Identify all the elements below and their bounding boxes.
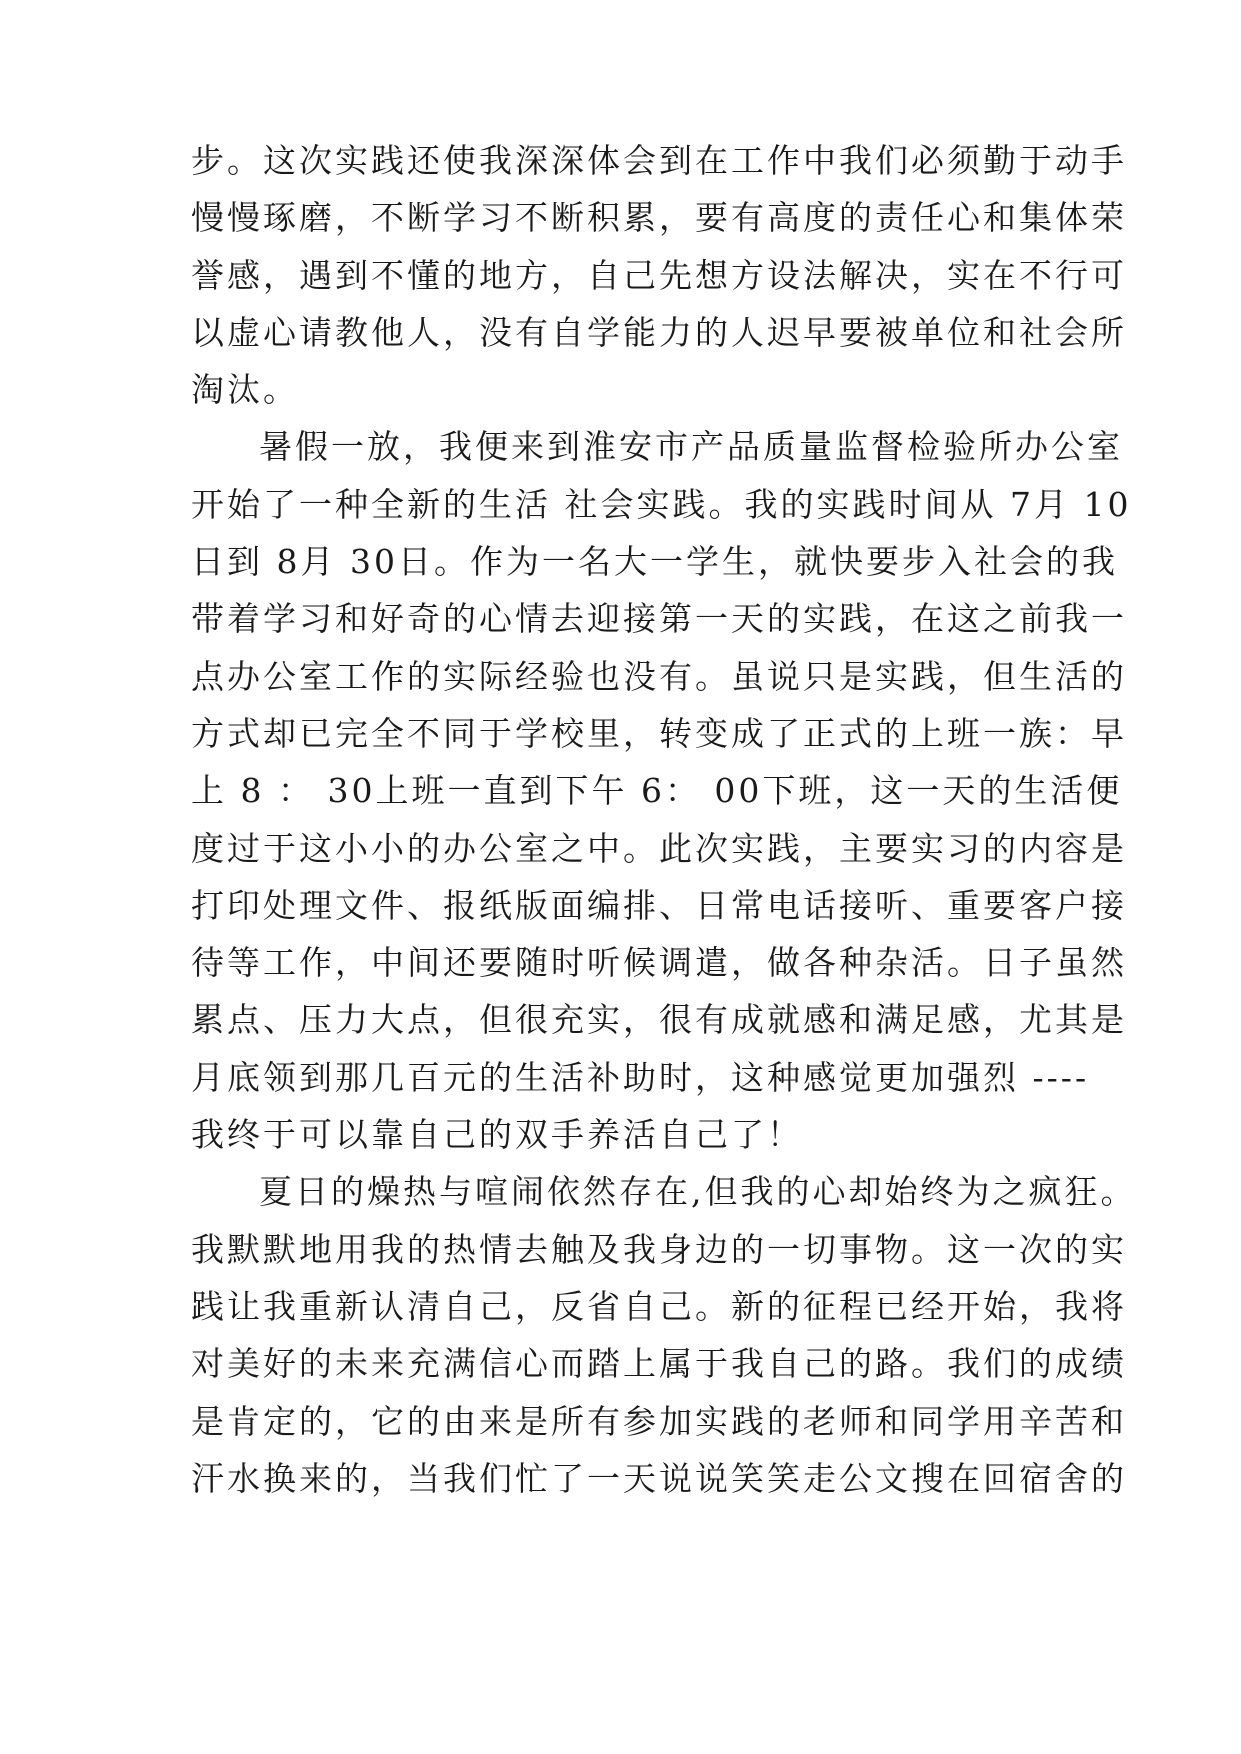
text-line: 淘汰。: [191, 370, 299, 410]
text-line: 汗水换来的，当我们忙了一天说说笑笑走公文搜在回宿舍的: [191, 1458, 1127, 1498]
text-line: 是肯定的，它的由来是所有参加实践的老师和同学用辛苦和: [191, 1401, 1127, 1441]
text-line: 以虚心请教他人，没有自学能力的人迟早要被单位和社会所: [191, 312, 1127, 352]
text-line: 月底领到那几百元的生活补助时，这种感觉更加强烈 ----: [191, 1057, 1090, 1097]
document-body: [191, 132, 1137, 1507]
text-line: 开始了一种全新的生活 社会实践。我的实践时间从 7月 10: [191, 484, 1132, 524]
text-line: 对美好的未来充满信心而踏上属于我自己的路。我们的成绩: [191, 1344, 1127, 1384]
text-line: 誉感，遇到不懂的地方，自己先想方设法解决，实在不行可: [191, 255, 1127, 295]
text-line: 待等工作，中间还要随时听候调遣，做各种杂活。日子虽然: [191, 943, 1127, 983]
text-line: 慢慢琢磨，不断学习不断积累，要有高度的责任心和集体荣: [191, 198, 1127, 238]
text-line: 我终于可以靠自己的双手养活自己了！: [191, 1115, 803, 1155]
paragraph-first-line: 夏日的燥热与喧闹依然存在,但我的心却始终为之疯狂。: [259, 1172, 1137, 1212]
text-line: 累点、压力大点，但很充实，很有成就感和满足感，尤其是: [191, 1000, 1127, 1040]
text-line: 步。这次实践还使我深深体会到在工作中我们必须勤于动手: [191, 141, 1127, 180]
text-line: 日到 8月 30日。作为一名大一学生，就快要步入社会的我: [191, 542, 1118, 582]
text-line: 点办公室工作的实际经验也没有。虽说只是实践，但生活的: [191, 656, 1127, 696]
text-line: 践让我重新认清自己，反省自己。新的征程已经开始，我将: [191, 1286, 1127, 1326]
text-line: 上 8 ： 30上班一直到下午 6： 00下班，这一天的生活便: [191, 771, 1123, 811]
text-line: 带着学习和好奇的心情去迎接第一天的实践，在这之前我一: [191, 599, 1127, 639]
text-line: 度过于这小小的办公室之中。此次实践，主要实习的内容是: [191, 828, 1127, 868]
text-line: 打印处理文件、报纸版面编排、日常电话接听、重要客户接: [191, 885, 1127, 925]
paragraph-first-line: 暑假一放，我便来到淮安市产品质量监督检验所办公室: [259, 427, 1123, 467]
text-line: 我默默地用我的热情去触及我身边的一切事物。这一次的实: [191, 1229, 1127, 1269]
text-line: 方式却已完全不同于学校里，转变成了正式的上班一族：早: [191, 713, 1127, 753]
